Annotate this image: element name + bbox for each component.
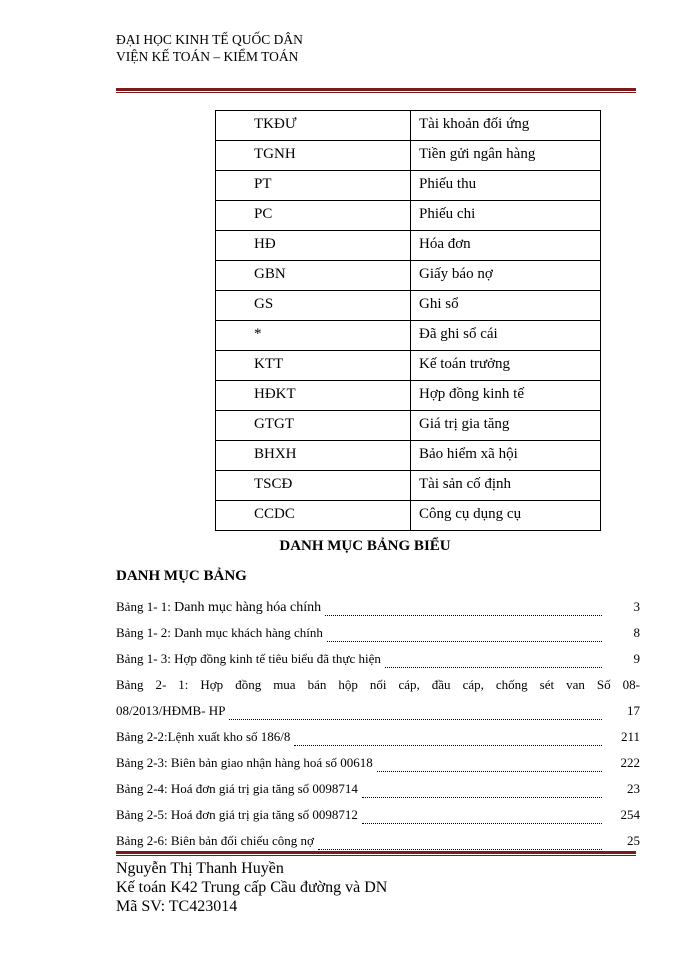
abbreviation-code: TGNH <box>216 141 411 171</box>
page-header <box>116 31 303 65</box>
abbreviation-meaning: Công cụ dụng cụ <box>411 501 601 531</box>
leader-dots <box>325 607 602 616</box>
abbreviation-table <box>215 110 601 531</box>
abbreviation-row <box>216 171 601 201</box>
abbreviation-code: * <box>216 321 411 351</box>
toc-entry-line2[interactable] <box>116 698 640 724</box>
abbreviation-code: BHXH <box>216 441 411 471</box>
toc-entry[interactable]: Bảng 2-6: Biên bản đối chiếu công nợ 25 <box>116 828 640 854</box>
toc-word: đồng <box>235 677 262 692</box>
toc-entry[interactable]: Bảng 2-2:Lệnh xuất kho số 186/8 211 <box>116 724 640 750</box>
toc-entry[interactable]: Bảng 2-3: Biên bản giao nhận hàng hoá số 00618 222 <box>116 750 640 776</box>
toc-entry-title: Danh mục hàng hóa chính <box>174 600 322 615</box>
abbreviation-row <box>216 201 601 231</box>
abbreviation-code: GBN <box>216 261 411 291</box>
abbreviation-row <box>216 351 601 381</box>
abbreviation-code: GS <box>216 291 411 321</box>
abbreviation-meaning: Giấy báo nợ <box>411 261 601 291</box>
institute-name: VIỆN KẾ TOÁN – KIỂM TOÁN <box>116 49 299 64</box>
abbreviation-meaning: Hợp đồng kinh tế <box>411 381 601 411</box>
toc-entry-title: Hoá đơn giá trị gia tăng số 0098712 <box>170 807 358 822</box>
abbreviation-row <box>216 261 601 291</box>
toc-word: 08- <box>622 677 640 692</box>
toc-word: chống <box>495 677 528 692</box>
toc-page-number: 211 <box>620 729 640 744</box>
leader-dots <box>362 789 602 798</box>
toc-page-number: 25 <box>627 833 640 848</box>
toc-entry-title: Danh mục khách hàng chính <box>174 625 323 640</box>
abbreviation-row <box>216 141 601 171</box>
toc-entry[interactable]: Bảng 2-5: Hoá đơn giá trị gia tăng số 0098712 254 <box>116 802 640 828</box>
abbreviation-meaning: Giá trị gia tăng <box>411 411 601 441</box>
abbreviation-code: PT <box>216 171 411 201</box>
toc-entry[interactable]: Bảng 1- 1: Danh mục hàng hóa chính 3 <box>116 594 640 620</box>
leader-dots <box>294 737 602 746</box>
abbreviation-meaning: Đã ghi sổ cái <box>411 321 601 351</box>
abbreviation-code: GTGT <box>216 411 411 441</box>
abbreviation-code: KTT <box>216 351 411 381</box>
abbreviation-meaning: Tài khoản đối ứng <box>411 111 601 141</box>
section-title: DANH MỤC BẢNG BIỂU <box>279 538 451 554</box>
abbreviation-code: TSCĐ <box>216 471 411 501</box>
toc-entry[interactable]: Bảng 1- 3: Hợp đồng kinh tế tiêu biểu đã thực hiện 9 <box>116 646 640 672</box>
toc-word: nối <box>369 677 387 692</box>
toc-entry-title: Hoá đơn giá trị gia tăng số 0098714 <box>170 781 358 796</box>
abbreviation-code: PC <box>216 201 411 231</box>
toc-entry[interactable]: Bảng 2-4: Hoá đơn giá trị gia tăng số 0098714 23 <box>116 776 640 802</box>
abbreviation-meaning: Hóa đơn <box>411 231 601 261</box>
abbreviation-row <box>216 381 601 411</box>
toc-entry-title: Biên bản giao nhận hàng hoá số 00618 <box>170 755 373 770</box>
toc-entry-title: Lệnh xuất kho số 186/8 <box>167 729 291 744</box>
abbreviation-row <box>216 411 601 441</box>
toc-entry-line1[interactable] <box>116 672 640 698</box>
abbreviation-meaning: Tiền gửi ngân hàng <box>411 141 601 171</box>
abbreviation-meaning: Tài sản cố định <box>411 471 601 501</box>
toc-word: Hợp <box>200 677 224 692</box>
toc-word: Số <box>596 677 611 692</box>
toc-page-number: 3 <box>633 599 640 614</box>
toc-entry-title: Biên bản đối chiếu công nợ <box>170 833 314 848</box>
abbreviation-row <box>216 231 601 261</box>
toc-page-number: 254 <box>620 807 640 822</box>
abbreviation-row <box>216 501 601 531</box>
author-class: Kế toán K42 Trung cấp Cầu đường và DN <box>116 879 388 896</box>
page-footer <box>116 859 387 916</box>
abbreviation-meaning: Phiếu thu <box>411 171 601 201</box>
abbreviation-row <box>216 291 601 321</box>
toc-word: hộp <box>338 677 358 692</box>
toc-word: đầu <box>431 677 451 692</box>
toc-page-number: 9 <box>633 651 640 666</box>
abbreviation-code: TKĐƯ <box>216 111 411 141</box>
abbreviation-row <box>216 471 601 501</box>
toc-page-number: 222 <box>620 755 640 770</box>
toc-word: cáp, <box>462 677 484 692</box>
abbreviation-code: CCDC <box>216 501 411 531</box>
abbreviation-meaning: Phiếu chi <box>411 201 601 231</box>
toc-word: 2- <box>155 677 167 692</box>
abbreviation-code: HĐKT <box>216 381 411 411</box>
leader-dots <box>385 659 602 668</box>
leader-dots <box>362 815 602 824</box>
leader-dots <box>377 763 602 772</box>
toc-entry[interactable]: Bảng 1- 2: Danh mục khách hàng chính 8 <box>116 620 640 646</box>
toc-entry-title: 08/2013/HĐMB- HP <box>116 703 226 718</box>
toc-word: mua <box>273 677 296 692</box>
toc-entry-title: Hợp đồng kinh tế tiêu biểu đã thực hiện <box>174 651 381 666</box>
student-id: Mã SV: TC423014 <box>116 898 238 915</box>
toc-word: van <box>566 677 585 692</box>
toc-page-number: 23 <box>627 781 640 796</box>
abbreviation-meaning: Kế toán trưởng <box>411 351 601 381</box>
abbreviation-meaning: Bảo hiểm xã hội <box>411 441 601 471</box>
university-name: ĐẠI HỌC KINH TẾ QUỐC DÂN <box>116 32 303 47</box>
leader-dots <box>327 633 602 642</box>
abbreviation-row <box>216 441 601 471</box>
toc-page-number: 8 <box>633 625 640 640</box>
abbreviation-code: HĐ <box>216 231 411 261</box>
toc-word: bán <box>307 677 327 692</box>
abbreviation-row <box>216 321 601 351</box>
toc-word: Bảng <box>116 677 144 692</box>
header-divider <box>116 88 636 93</box>
toc-page-number: 17 <box>627 703 640 718</box>
toc-word: 1: <box>178 677 189 692</box>
toc-word: sét <box>539 677 555 692</box>
table-of-tables <box>116 594 640 854</box>
abbreviation-meaning: Ghi sổ <box>411 291 601 321</box>
leader-dots <box>318 841 602 850</box>
author-name: Nguyễn Thị Thanh Huyền <box>116 860 284 877</box>
toc-word: cáp, <box>398 677 420 692</box>
subsection-title: DANH MỤC BẢNG <box>116 568 247 584</box>
leader-dots <box>229 711 602 720</box>
abbreviation-row <box>216 111 601 141</box>
footer-divider <box>116 851 636 856</box>
